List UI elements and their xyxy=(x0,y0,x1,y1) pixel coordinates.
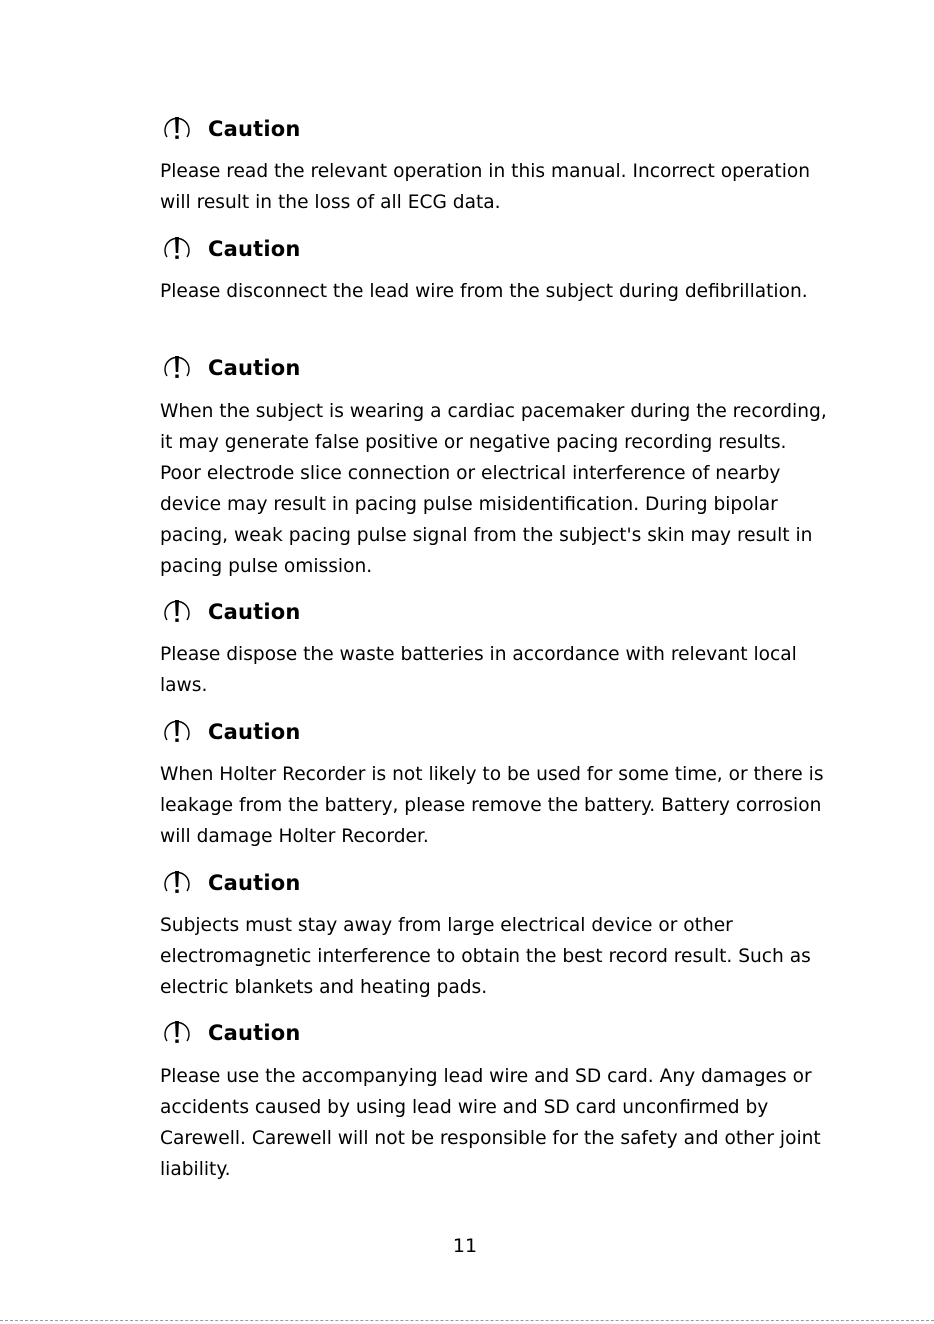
caution-title: Caution xyxy=(208,720,301,744)
caution-title: Caution xyxy=(208,871,301,895)
caution-heading xyxy=(160,232,301,266)
caution-icon xyxy=(160,112,194,146)
caution-title: Caution xyxy=(208,237,301,261)
caution-heading xyxy=(160,715,301,749)
caution-text: Please disconnect the lead wire from the subject during defibrillation. xyxy=(160,281,808,302)
caution-text: Subjects must stay away from large electrical device or other electromagnetic interference to obtain the best record result. Such as electric blankets and heating pads. xyxy=(160,915,811,998)
caution-icon xyxy=(160,351,194,385)
caution-heading xyxy=(160,351,301,385)
caution-title: Caution xyxy=(208,117,301,141)
caution-title: Caution xyxy=(208,356,301,380)
footer-divider xyxy=(0,1320,934,1321)
caution-heading xyxy=(160,1016,301,1050)
caution-heading xyxy=(160,112,301,146)
caution-heading xyxy=(160,866,301,900)
caution-text: Please read the relevant operation in this manual. Incorrect operation will result in the loss of all ECG data. xyxy=(160,161,811,213)
page-number: 11 xyxy=(452,1235,478,1257)
caution-title: Caution xyxy=(208,600,301,624)
caution-icon xyxy=(160,1016,194,1050)
caution-title: Caution xyxy=(208,1021,301,1045)
caution-text: Please use the accompanying lead wire and SD card. Any damages or accidents caused by using lead wire and SD card unconfirmed by Carewell. Carewell will not be responsible for the safety and other joint liability. xyxy=(160,1066,821,1180)
caution-text: When Holter Recorder is not likely to be used for some time, or there is leakage from the battery, please remove the battery. Battery corrosion will damage Holter Recorder. xyxy=(160,764,824,847)
caution-text: Please dispose the waste batteries in accordance with relevant local laws. xyxy=(160,644,797,696)
caution-icon xyxy=(160,595,194,629)
caution-text: When the subject is wearing a cardiac pacemaker during the recording, it may generate false positive or negative pacing recording results. Poor electrode slice connection or electrical interference of nearby device may result in pacing pulse misidentification. During bipolar pacing, weak pacing pulse signal from the subject's skin may result in pacing pulse omission. xyxy=(160,401,827,577)
caution-icon xyxy=(160,866,194,900)
caution-icon xyxy=(160,232,194,266)
caution-icon xyxy=(160,715,194,749)
caution-heading xyxy=(160,595,301,629)
